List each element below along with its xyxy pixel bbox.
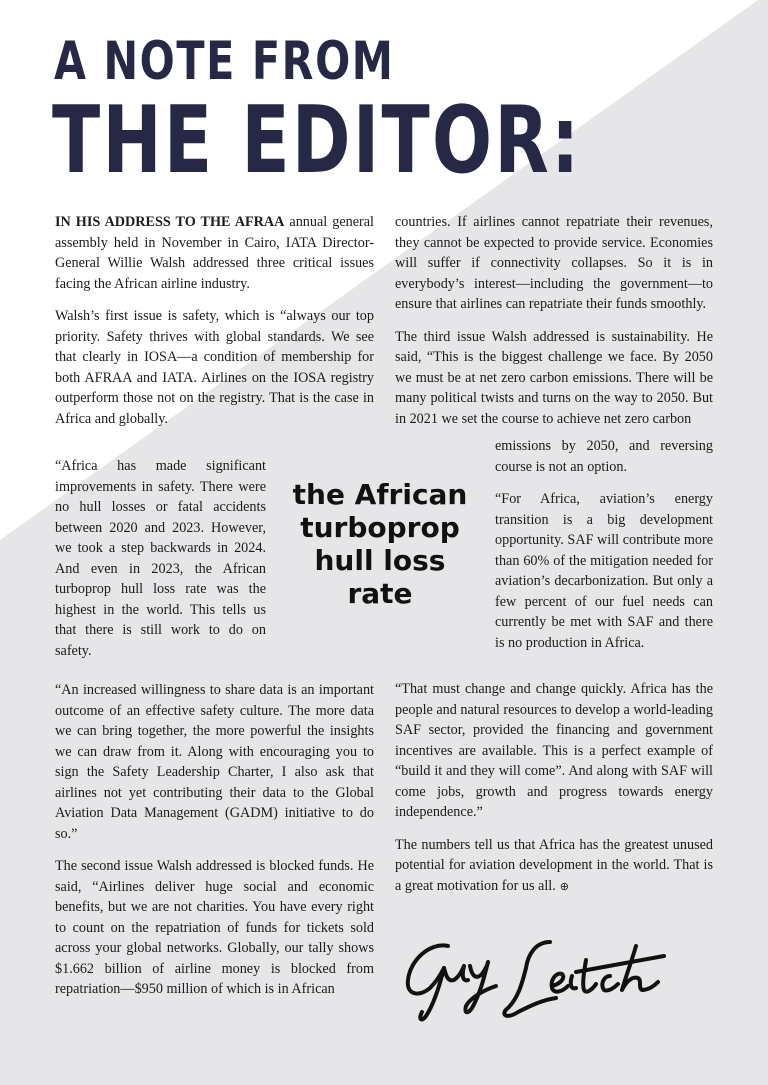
left-column-top	[55, 212, 374, 441]
paragraph-closing	[395, 835, 713, 898]
right-column-bottom	[395, 679, 713, 909]
paragraph-data-sharing: “An increased willingness to share data is an important outcome of an effective safety culture. The more data we can bring together, the more powerful the insights we can draw from it. Along with encouraging you to sign the Safety Leadership Charter, I also ask that airlines not yet contributing their data to the Global Aviation Data Management (GADM) initiative to do so.”	[55, 682, 374, 842]
heading-the-editor: THE EDITOR:	[52, 86, 582, 194]
intro-rest: annual general assembly held in November in Cairo, IATA Director-General Willie Walsh addressed three critical issues facing the African airline industry.	[55, 214, 374, 292]
right-column-narrow	[495, 436, 713, 665]
paragraph-sustainability-cont: emissions by 2050, and reversing course is not an option.	[495, 438, 713, 475]
right-column-top	[395, 212, 713, 429]
heading-a-note-from: A NOTE FROM	[54, 31, 395, 92]
left-column-narrow	[55, 456, 266, 673]
paragraph-saf-sector: “That must change and change quickly. Africa has the people and natural resources to develop a world-leading SAF sector, provided the financing and government incentives are available. This is a perfect example of “build it and they will come”. And along with SAF will come jobs, growth and progress towards energy independence.”	[395, 681, 713, 820]
paragraph-blocked-funds: The second issue Walsh addressed is blocked funds. He said, “Airlines deliver huge social and economic benefits, but we are not charities. You have every right to count on the repatriation of funds for tickets sold across your global networks. Globally, our tally shows $1.662 billion of airline money is blocked from repatriation—$950 million of which is in African	[55, 858, 374, 997]
paragraph-energy-transition: “For Africa, aviation’s energy transition is a big development opportunity. SAF will contribute more than 60% of the mitigation needed for aviation’s decarbonization. But only a few percent of our fuel needs can currently be met with SAF and there is no production in Africa.	[495, 491, 713, 651]
end-mark-icon: ⊕	[559, 880, 569, 893]
intro-lead: IN HIS ADDRESS TO THE AFRAA	[55, 214, 285, 230]
editor-signature	[400, 928, 670, 1028]
closing-text: The numbers tell us that Africa has the greatest unused potential for aviation development in the world. That is a great motivation for us all.	[395, 836, 713, 894]
left-column-bottom	[55, 680, 374, 1012]
paragraph-repatriation: countries. If airlines cannot repatriate their revenues, they cannot be expected to provide service. Economies will suffer if connectivity collapses. So it is in everybody’s interest—including the government—to ensure that airlines can repatriate their funds smoothly.	[395, 214, 713, 312]
paragraph-safety: Walsh’s first issue is safety, which is “always our top priority. Safety thrives with global standards. We see that clearly in IOSA—a condition of membership for both AFRAA and IATA. Airlines on the IOSA registry outperform those not on the registry. That is the case in Africa and globally.	[55, 308, 374, 427]
pull-quote: the African turboprop hull loss rate	[292, 478, 468, 610]
paragraph-safety-quote: “Africa has made significant improvements in safety. There were no hull losses or fatal accidents between 2020 and 2023. However, we took a step backwards in 2024. And even in 2023, the African turboprop hull loss rate was the highest in the world. This tells us that there is still work to do on safety.	[55, 458, 266, 659]
paragraph-sustainability: The third issue Walsh addressed is sustainability. He said, “This is the biggest challenge we face. By 2050 we must be at net zero carbon emissions. There will be many political twists and turns on the way to 2050. But in 2021 we set the course to achieve net zero carbon	[395, 328, 713, 427]
paragraph-intro	[55, 212, 374, 294]
